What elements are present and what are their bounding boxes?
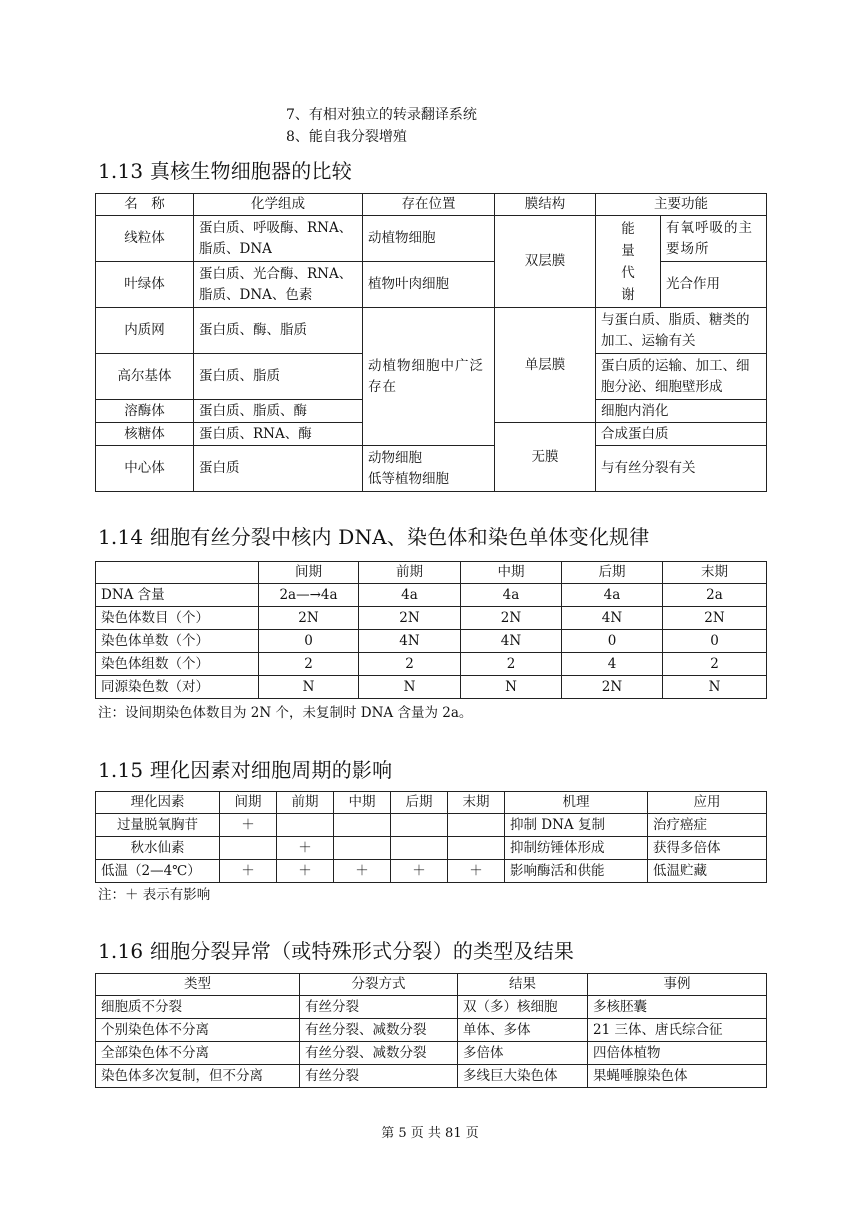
location-line: 低等植物细胞	[368, 470, 449, 487]
energy-char: 代	[621, 264, 635, 281]
header-function: 主要功能	[596, 194, 767, 216]
organelle-name: 中心体	[96, 446, 194, 492]
energy-metabolism-cell	[596, 216, 661, 308]
table-cell: 2N	[562, 676, 663, 699]
single-membrane-cell: 单层膜	[495, 308, 596, 423]
composition-cell: 蛋白质、脂质	[194, 354, 363, 400]
table-cell: 4N	[461, 630, 562, 653]
energy-char: 量	[621, 242, 635, 259]
table-cell: 全部染色体不分离	[96, 1042, 300, 1065]
widespread-location-cell: 动植物细胞中广泛存在	[363, 308, 495, 446]
header-interphase: 间期	[259, 562, 359, 584]
table-note: 注：＋ 表示有影响	[98, 887, 211, 903]
organelle-name: 叶绿体	[96, 262, 194, 308]
table-cell: 4	[562, 653, 663, 676]
table-cell	[448, 837, 505, 860]
table-cell: 2	[663, 653, 767, 676]
table-row	[96, 630, 767, 653]
location-line: 动物细胞	[368, 449, 422, 466]
table-cell: N	[359, 676, 461, 699]
table-cell: 有丝分裂	[300, 996, 458, 1019]
list-item-8: 8、能自我分裂增殖	[286, 129, 407, 145]
organelle-name: 核糖体	[96, 423, 194, 446]
table-cell: 2N	[663, 607, 767, 630]
header-prophase: 前期	[359, 562, 461, 584]
table-row	[96, 814, 767, 837]
row-label: 秋水仙素	[96, 837, 220, 860]
table-cell: 多核胚囊	[588, 996, 767, 1019]
header-interphase: 间期	[220, 792, 277, 814]
function-cell: 蛋白质的运输、加工、细胞分泌、细胞壁形成	[596, 354, 767, 400]
header-name: 名 称	[96, 194, 194, 216]
table-cell: 2N	[461, 607, 562, 630]
table-cell: 有丝分裂、减数分裂	[300, 1019, 458, 1042]
header-blank	[96, 562, 259, 584]
location-cell: 植物叶肉细胞	[363, 262, 495, 308]
header-membrane: 膜结构	[495, 194, 596, 216]
header-mechanism: 机理	[505, 792, 648, 814]
table-cell: 双（多）核细胞	[458, 996, 588, 1019]
table-cell: 低温贮藏	[648, 860, 767, 883]
row-label: 同源染色数（对）	[96, 676, 259, 699]
table-cell: 2a—→4a	[259, 584, 359, 607]
table-row	[96, 1042, 767, 1065]
table-cell: 有丝分裂	[300, 1065, 458, 1088]
table-row	[96, 1019, 767, 1042]
table-cell: 染色体多次复制，但不分离	[96, 1065, 300, 1088]
function-cell: 与蛋白质、脂质、糖类的加工、运输有关	[596, 308, 767, 354]
table-cell: 多线巨大染色体	[458, 1065, 588, 1088]
composition-cell: 蛋白质、RNA、酶	[194, 423, 363, 446]
table-cell: 2	[259, 653, 359, 676]
table-cell: ＋	[391, 860, 448, 883]
table-cell	[334, 814, 391, 837]
section-title-1-13: 1.13 真核生物细胞器的比较	[98, 159, 352, 183]
composition-cell: 蛋白质、呼吸酶、RNA、脂质、DNA	[194, 216, 363, 262]
header-metaphase: 中期	[461, 562, 562, 584]
table-cell: 21 三体、唐氏综合征	[588, 1019, 767, 1042]
mitosis-change-table	[95, 561, 767, 699]
header-division-mode: 分裂方式	[300, 974, 458, 996]
composition-cell: 蛋白质、脂质、酶	[194, 400, 363, 423]
header-example: 事例	[588, 974, 767, 996]
table-cell: 4N	[359, 630, 461, 653]
table-cell: 获得多倍体	[648, 837, 767, 860]
section-title-1-16: 1.16 细胞分裂异常（或特殊形式分裂）的类型及结果	[98, 939, 575, 963]
table-cell: ＋	[277, 860, 334, 883]
table-cell: ＋	[334, 860, 391, 883]
no-membrane-cell: 无膜	[495, 423, 596, 492]
table-row	[96, 1065, 767, 1088]
table-cell: 2N	[259, 607, 359, 630]
header-composition: 化学组成	[194, 194, 363, 216]
header-metaphase: 中期	[334, 792, 391, 814]
location-cell	[363, 446, 495, 492]
table-cell: 有丝分裂、减数分裂	[300, 1042, 458, 1065]
table-cell: 果蝇唾腺染色体	[588, 1065, 767, 1088]
table-cell: 2a	[663, 584, 767, 607]
table-cell: 抑制 DNA 复制	[505, 814, 648, 837]
function-cell: 光合作用	[661, 262, 767, 308]
row-label: 染色体单数（个）	[96, 630, 259, 653]
composition-cell: 蛋白质	[194, 446, 363, 492]
row-label: 染色体组数（个）	[96, 653, 259, 676]
organelle-name: 线粒体	[96, 216, 194, 262]
table-cell: 影响酶活和供能	[505, 860, 648, 883]
table-cell: 2N	[359, 607, 461, 630]
table-cell	[220, 837, 277, 860]
section-title-1-15: 1.15 理化因素对细胞周期的影响	[98, 758, 393, 782]
table-cell: ＋	[220, 814, 277, 837]
table-row	[96, 676, 767, 699]
table-cell: ＋	[220, 860, 277, 883]
table-row	[96, 860, 767, 883]
row-label: DNA 含量	[96, 584, 259, 607]
table-cell: 4N	[562, 607, 663, 630]
table-cell: N	[663, 676, 767, 699]
header-anaphase: 后期	[391, 792, 448, 814]
table-cell: ＋	[277, 837, 334, 860]
organelle-name: 内质网	[96, 308, 194, 354]
abnormal-division-table	[95, 973, 767, 1088]
table-cell	[391, 837, 448, 860]
page-footer: 第 5 页 共 81 页	[381, 1126, 479, 1141]
table-cell	[277, 814, 334, 837]
header-telophase: 末期	[448, 792, 505, 814]
table-cell: 0	[663, 630, 767, 653]
table-row	[96, 996, 767, 1019]
organelle-name: 高尔基体	[96, 354, 194, 400]
energy-char: 谢	[621, 286, 635, 303]
row-label: 染色体数目（个）	[96, 607, 259, 630]
table-cell: 0	[562, 630, 663, 653]
table-row	[96, 584, 767, 607]
table-cell: 4a	[359, 584, 461, 607]
table-cell: 个别染色体不分离	[96, 1019, 300, 1042]
table-cell: 治疗癌症	[648, 814, 767, 837]
table-row	[96, 837, 767, 860]
energy-char: 能	[621, 220, 635, 237]
organelle-name: 溶酶体	[96, 400, 194, 423]
table-cell: N	[461, 676, 562, 699]
table-cell: 单体、多体	[458, 1019, 588, 1042]
table-cell: 抑制纺锤体形成	[505, 837, 648, 860]
table-row	[96, 607, 767, 630]
table-cell: 0	[259, 630, 359, 653]
location-cell: 动植物细胞	[363, 216, 495, 262]
table-note: 注：设间期染色体数目为 2N 个，未复制时 DNA 含量为 2a。	[98, 705, 473, 721]
section-title-1-14: 1.14 细胞有丝分裂中核内 DNA、染色体和染色单体变化规律	[98, 525, 650, 549]
header-telophase: 末期	[663, 562, 767, 584]
table-row	[96, 653, 767, 676]
header-type: 类型	[96, 974, 300, 996]
table-cell: ＋	[448, 860, 505, 883]
table-cell	[448, 814, 505, 837]
function-cell: 细胞内消化	[596, 400, 767, 423]
header-prophase: 前期	[277, 792, 334, 814]
table-cell: 细胞质不分裂	[96, 996, 300, 1019]
cell-cycle-factors-table	[95, 791, 767, 883]
header-application: 应用	[648, 792, 767, 814]
header-result: 结果	[458, 974, 588, 996]
function-cell: 合成蛋白质	[596, 423, 767, 446]
table-cell: N	[259, 676, 359, 699]
function-cell: 有氧呼吸的主要场所	[661, 216, 767, 262]
double-membrane-cell: 双层膜	[495, 216, 596, 308]
table-cell: 多倍体	[458, 1042, 588, 1065]
table-cell: 4a	[562, 584, 663, 607]
table-cell	[334, 837, 391, 860]
header-factor: 理化因素	[96, 792, 220, 814]
table-cell: 2	[359, 653, 461, 676]
header-location: 存在位置	[363, 194, 495, 216]
composition-cell: 蛋白质、酶、脂质	[194, 308, 363, 354]
table-cell: 2	[461, 653, 562, 676]
organelle-comparison-table	[95, 193, 767, 492]
table-cell	[391, 814, 448, 837]
list-item-7: 7、有相对独立的转录翻译系统	[286, 107, 477, 123]
composition-cell: 蛋白质、光合酶、RNA、脂质、DNA、色素	[194, 262, 363, 308]
header-anaphase: 后期	[562, 562, 663, 584]
table-cell: 四倍体植物	[588, 1042, 767, 1065]
table-cell: 4a	[461, 584, 562, 607]
row-label: 低温（2—4℃）	[96, 860, 220, 883]
row-label: 过量脱氧胸苷	[96, 814, 220, 837]
function-cell: 与有丝分裂有关	[596, 446, 767, 492]
